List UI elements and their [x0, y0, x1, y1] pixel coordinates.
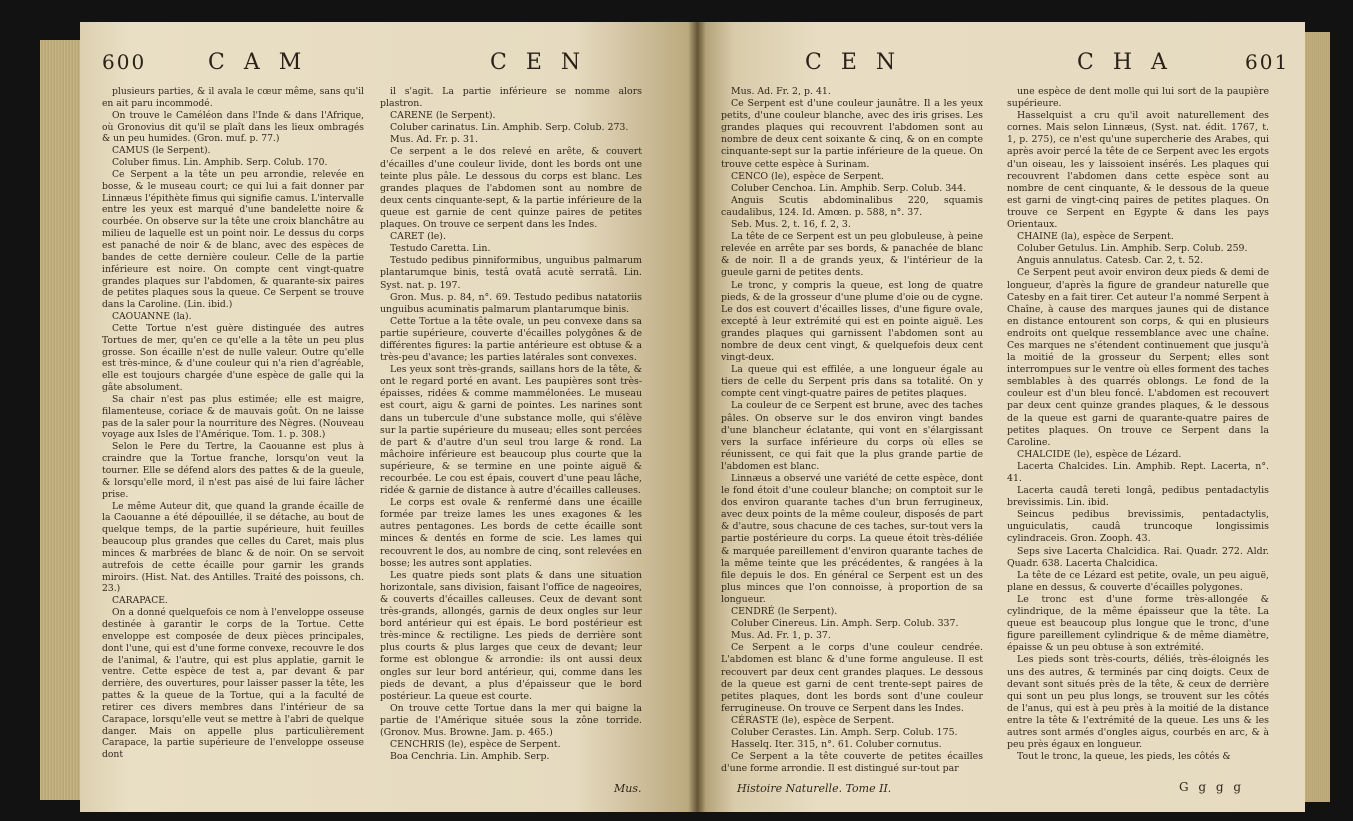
paragraph: CHALCIDE (le), espèce de Lézard. — [1017, 448, 1182, 460]
paragraph: Ce Serpent peut avoir environ deux pieds & demi de longueur, d'après la figure de grandeur naturelle que Catesby en a fait tirer. Cet auteur l'a nommé Serpent à Chaîne, à cause des marques jaunes qui de distance en distance entourent son corps, & qui en plusieurs endroits ont quelque ressemblance avec une chaîne. Ces marques ne s'étendent continuement que jusqu'à la moitié de la grosseur du Serpent; elles sont interrompues sur le ventre où elles forment des taches semblables à des quarrés oblongs. Le fond de la couleur est d'un bleu foncé. L'abdomen est recouvert par deux cent quinze grandes plaques, & le dessous de la queue est garni de quarante-quatre paires de petites plaques. On trouve ce Serpent dans la Caroline. — [1007, 267, 1269, 448]
paragraph: une espèce de dent molle qui lui sort de la paupière supérieure. — [1007, 86, 1269, 110]
paragraph: CÉRASTE (le), espèce de Serpent. — [731, 714, 895, 726]
paragraph: Coluber Cinereus. Lin. Amph. Serp. Colub. 337. — [731, 618, 959, 630]
paragraph: Ce Serpent a la tête couverte de petites écailles d'une forme arrondie. Il est distingué sur-tout par — [721, 751, 983, 775]
paragraph: Linnæus a observé une variété de cette espèce, dont le fond étoit d'une couleur blanche; on comptoit sur le dos environ quarante taches d'un brun ferrugineux, avec deux points de la même couleur, disposés de part & d'autre, sous chacune de ces taches, sur-tout vers la partie postérieure du corps. La queue étoit très-déliée & marquée pareillement d'environ quarante taches de la même teinte que les précédentes, & rangées à la file depuis le dos. En général ce Serpent est un des plus minces que l'on connoisse, à proportion de sa longueur. — [721, 473, 983, 605]
paragraph: CAMUS (le Serpent). — [112, 145, 211, 157]
right-page — [697, 22, 1305, 812]
paragraph: Ce Serpent est d'une couleur jaunâtre. Il a les yeux petits, d'une couleur blanche, avec des iris grises. Les grandes plaques qui recouvrent l'abdomen sont au nombre de deux cent soixante & cinq, & on en compte cinquante-sept sur la partie inférieure de la queue. On trouve cette espèce à Surinam. — [721, 98, 983, 170]
paragraph: Hasselq. Iter. 315, n°. 61. Coluber cornutus. — [731, 739, 942, 751]
paragraph: Mus. Ad. Fr. 1, p. 37. — [731, 630, 831, 642]
paragraph: plusieurs parties, & il avala le cœur même, sans qu'il en ait paru incommodé. — [102, 86, 364, 109]
paragraph: Mus. Ad. Fr. p. 31. — [390, 134, 478, 146]
paragraph: La queue qui est effilée, a une longueur égale au tiers de celle du Serpent pris dans sa totalité. On y compte cent vingt-quatre paires de petites plaques. — [721, 364, 983, 400]
paragraph: CENDRÉ (le Serpent). — [731, 606, 838, 618]
paragraph: La couleur de ce Serpent est brune, avec des taches pâles. On observe sur le dos environ vingt bandes d'une blancheur éclatante, qui vont en s'élargissant vers la surface inférieure du corps où elles se réunissent, ce qui fait que la plus grande partie de l'abdomen est blanc. — [721, 400, 983, 472]
left-column-2 — [380, 86, 642, 763]
paragraph: Seb. Mus. 2, t. 16, f. 2, 3. — [731, 219, 851, 231]
paragraph: La tête de ce Lézard est petite, ovale, un peu aiguë, plane en dessus, & couverte d'écailles polygones. — [1007, 569, 1269, 593]
paragraph: CAOUANNE (la). — [112, 311, 192, 323]
paragraph: CARET (le). — [390, 231, 446, 243]
paragraph: Coluber Getulus. Lin. Amphib. Serp. Colub. 259. — [1017, 243, 1248, 255]
running-head-left-1: C A M — [208, 50, 308, 75]
paragraph: Hasselquist a cru qu'il avoit naturellement des cornes. Mais selon Linnæus, (Syst. nat. édit. 1767, t. 1, p. 275), ce n'est qu'une supercherie des Arabes, qui après avoir percé la tête de ce Serpent avec les ergots d'un oiseau, les y laissoient insérés. Les plaques qui recouvrent l'abdomen dans cette espèce sont au nombre de cent cinquante, & le dessous de la queue est garni de vingt-cinq paires de petites plaques. On trouve ce Serpent en Egypte & dans les pays Orientaux. — [1007, 110, 1269, 231]
paragraph: Anguis Scutis abdominalibus 220, squamis caudalibus, 124. Id. Amœn. p. 588, n°. 37. — [721, 194, 983, 218]
paragraph: Les quatre pieds sont plats & dans une situation horizontale, sans division, faisant l'office de nageoires, & couverts d'écailles calleuses. Ceux de devant sont très-grands, allongés, garnis de deux ongles sur leur bord antérieur qui est épais. Le bord postérieur est très-mince & rectiligne. Les pieds de derrière sont plus courts & plus larges que ceux de devant; leur forme est oblongue & arrondie: ils ont aussi deux ongles sur leur bord antérieur, qui, comme dans les pieds de devant, a plus d'épaisseur que le bord postérieur. La queue est courte. — [380, 569, 642, 702]
running-head-right-2: C H A — [1077, 50, 1173, 75]
page-edges-right — [1304, 32, 1330, 802]
paragraph: On a donné quelquefois ce nom à l'enveloppe osseuse destinée à garantir le corps de la Tortue. Cette enveloppe est composée de deux pièces principales, dont l'une, qui est d'une forme convexe, recouvre le dos de l'animal, & l'autre, qui est plus applatie, garnit le ventre. Cette espèce de test a, par devant & par derrière, des ouvertures, pour laisser passer la tête, les pattes & la queue de la Tortue, qui a la faculté de retirer ces divers membres dans l'intérieur de sa Carapace, lorsqu'elle veut se mettre à l'abri de quelque danger. Mais on appelle plus particulièrement Carapace, la partie supérieure de l'enveloppe osseuse dont — [102, 607, 364, 761]
paragraph: Sa chair n'est pas plus estimée; elle est maigre, filamenteuse, coriace & de mauvais goût. On ne laisse pas de la saler pour la nourriture des Nègres. (Nouveau voyage aux Isles de l'Amérique. Tom. 1. p. 308.) — [102, 393, 364, 441]
paragraph: Le corps est ovale & renfermé dans une écaille formée par treize lames les unes exagones & les autres pentagones. Les bords de cette écaille sont minces & dentés en forme de scie. Les lames qui recouvrent le dos, au nombre de cinq, sont relevées en bosse; les autres sont applaties. — [380, 497, 642, 569]
paragraph: CARAPACE. — [112, 595, 168, 607]
running-head-right-1: C E N — [805, 50, 902, 75]
paragraph: Seps sive Lacerta Chalcidica. Rai. Quadr. 272. Aldr. Quadr. 638. Lacerta Chalcidica. — [1007, 545, 1269, 569]
right-column-2 — [1007, 86, 1269, 763]
signature-mark: G g g g — [1179, 780, 1245, 794]
paragraph: Lacerta Chalcides. Lin. Amphib. Rept. Lacerta, n°. 41. — [1007, 460, 1269, 484]
paragraph: il s'agit. La partie inférieure se nomme alors plastron. — [380, 86, 642, 110]
paragraph: Coluber Cenchoa. Lin. Amphib. Serp. Colub. 344. — [731, 182, 967, 194]
paragraph: CHAINE (la), espèce de Serpent. — [1017, 231, 1174, 243]
left-page — [80, 22, 697, 812]
paragraph: Les yeux sont très-grands, saillans hors de la tête, & ont le regard porté en avant. Les paupières sont très-épaisses, ridées & comme mammélonées. Le museau est court, aigu & garni de pointes. Les narines sont dans un tubercule d'une substance molle, qui s'élève sur la partie supérieure du museau; elles sont percées de part & d'autre d'un seul trou large & rond. La mâchoire inférieure est beaucoup plus courte que la supérieure, & se termine en une pointe aiguë & recourbée. Le cou est épais, couvert d'une peau lâche, ridée & garnie de distance à autre d'écailles calleuses. — [380, 364, 642, 497]
page-number-right: 601 — [1245, 50, 1290, 74]
paragraph: Coluber fimus. Lin. Amphib. Serp. Colub. 170. — [112, 157, 328, 169]
running-head-left-2: C E N — [490, 50, 587, 75]
paragraph: Ce Serpent a la tête un peu arrondie, relevée en bosse, & le museau court; ce qui lui a fait donner par Linnæus l'épithète fimus qui signifie camus. L'intervalle entre les yeux est marqué d'une bandelette noire & courbée. On observe sur la tête une croix blanchâtre au milieu de laquelle est un point noir. Le dessus du corps est panaché de noir & de blanc, avec des espèces de bandes de cette dernière couleur. Celle de la partie inférieure est noire. On compte cent vingt-quatre grandes plaques sur l'abdomen, & quarante-six paires de petites plaques sous la queue. Ce Serpent se trouve dans la Caroline. (Lin. ibid.) — [102, 168, 364, 311]
catchword: Mus. — [614, 782, 642, 795]
right-column-1 — [721, 86, 983, 775]
paragraph: Le même Auteur dit, que quand la grande écaille de la Caouanne a été dépouillée, il se détache, au bout de quelque temps, de la partie supérieure, huit feuilles beaucoup plus grandes que celles du Caret, mais plus minces & marbrées de blanc & de noir. On se servoit autrefois de cette écaille pour garnir les grands miroirs. (Hist. Nat. des Antilles. Traité des poissons, ch. 23.) — [102, 500, 364, 595]
paragraph: Coluber Cerastes. Lin. Amph. Serp. Colub. 175. — [731, 726, 958, 738]
paragraph: Cette Tortue n'est guère distinguée des autres Tortues de mer, qu'en ce qu'elle a la tête un peu plus grosse. Son écaille n'est de nulle valeur. Outre qu'elle est très-mince, & d'une couleur qui n'a rien d'agréable, elle est toujours chargée d'une espèce de galle qui la gâte absolument. — [102, 322, 364, 394]
paragraph: Mus. Ad. Fr. 2, p. 41. — [731, 86, 831, 97]
open-book — [40, 22, 1330, 812]
paragraph: Le tronc, y compris la queue, est long de quatre pieds, & de la grosseur d'une plume d'oie ou de cygne. Le dos est couvert d'écailles lisses, d'une figure ovale, excepté à leur extrémité qui est en pointe aiguë. Les grandes plaques qui garnissent l'abdomen sont au nombre de deux cent vingt, & quelquefois deux cent vingt-deux. — [721, 279, 983, 364]
book-gutter — [688, 22, 706, 812]
paragraph: Selon le Pere du Tertre, la Caouanne est plus à craindre que la Tortue franche, lorsqu'on veut la tourner. Elle se défend alors des pattes & de la gueule, & lorsqu'elle mord, il n'est pas aisé de lui faire lâcher prise. — [102, 441, 364, 500]
paragraph: Les pieds sont très-courts, déliés, très-éloignés les uns des autres, & terminés par cinq doigts. Ceux de devant sont situés près de la tête, & ceux de derrière qui sont un peu plus longs, se trouvent sur les côtés de l'anus, qui est à peu près à la moitié de la distance entre la tête & l'extrémité de la queue. Les uns & les autres sont armés d'ongles aigus, courbés en arc, & à peu près égaux en longueur. — [1007, 654, 1269, 751]
paragraph: CENCO (le), espèce de Serpent. — [731, 170, 884, 182]
page-footer-title: Histoire Naturelle. Tome II. — [737, 782, 892, 795]
paragraph: On trouve cette Tortue dans la mer qui baigne la partie de l'Amérique située sous la zône torride. (Gronov. Mus. Browne. Jam. p. 465.) — [380, 702, 642, 738]
page-number-left: 600 — [102, 50, 147, 74]
paragraph: La tête de ce Serpent est un peu globuleuse, à peine relevée en arrête par ses bords, & panachée de blanc & de noir. Il a de grands yeux, & l'intérieur de la gueule garni de petites dents. — [721, 231, 983, 279]
paragraph: Boa Cenchria. Lin. Amphib. Serp. — [390, 751, 550, 763]
paragraph: Seincus pedibus brevissimis, pentadactylis, unguiculatis, caudâ truncoque longissimis cylindraceis. Gron. Zooph. 43. — [1007, 509, 1269, 545]
paragraph: Ce Serpent a le corps d'une couleur cendrée. L'abdomen est blanc & d'une forme anguleuse. Il est recouvert par deux cent grandes plaques. Le dessous de la queue est garni de cent trente-sept paires de petites plaques, dont les bords sont d'une couleur ferrugineuse. On trouve ce Serpent dans les Indes. — [721, 642, 983, 714]
paragraph: CENCHRIS (le), espèce de Serpent. — [390, 739, 561, 751]
paragraph: Lacerta caudâ tereti longâ, pedibus pentadactylis brevissimis. Lin. ibid. — [1007, 485, 1269, 509]
paragraph: Testudo Caretta. Lin. — [390, 243, 491, 255]
paragraph: Gron. Mus. p. 84, n°. 69. Testudo pedibus natatoriis unguibus acuminatis palmarum plantarumque binis. — [380, 291, 642, 315]
paragraph: Le tronc est d'une forme très-allongée & cylindrique, de la même épaisseur que la tête. La queue est beaucoup plus longue que le tronc, d'une figure pareillement cylindrique & de même diamètre, épaisse & un peu obtuse à son extrémité. — [1007, 593, 1269, 654]
paragraph: Anguis annulatus. Catesb. Car. 2, t. 52. — [1017, 255, 1204, 267]
paragraph: Ce serpent a le dos relevé en arête, & couvert d'écailles d'une couleur livide, dont les bords ont une teinte plus pâle. Le dessous du corps est blanc. Les grandes plaques de l'abdomen sont au nombre de deux cents cinquante-sept, & la partie inférieure de la queue est garnie de cent quinze paires de petites plaques. On trouve ce serpent dans les Indes. — [380, 146, 642, 231]
paragraph: On trouve le Caméléon dans l'Inde & dans l'Afrique, où Gronovius dit qu'il se plaît dans les lieux ombragés & un peu humides. (Gron. muf. p. 77.) — [102, 109, 364, 145]
paragraph: Cette Tortue a la tête ovale, un peu convexe dans sa partie supérieure, couverte d'écailles polygônes & de différentes figures: la partie antérieure est obtuse & a très-peu d'avance; les parties latérales sont convexes. — [380, 315, 642, 364]
paragraph: Coluber carinatus. Lin. Amphib. Serp. Colub. 273. — [390, 122, 629, 134]
paragraph: CARENE (le Serpent). — [390, 110, 496, 122]
left-column-1 — [102, 86, 364, 761]
paragraph: Tout le tronc, la queue, les pieds, les côtés & — [1017, 751, 1231, 763]
paragraph: Testudo pedibus pinniformibus, unguibus palmarum plantarumque binis, testâ ovatâ acutè serratâ. Lin. Syst. nat. p. 197. — [380, 255, 642, 291]
page-edges-left — [40, 40, 82, 800]
